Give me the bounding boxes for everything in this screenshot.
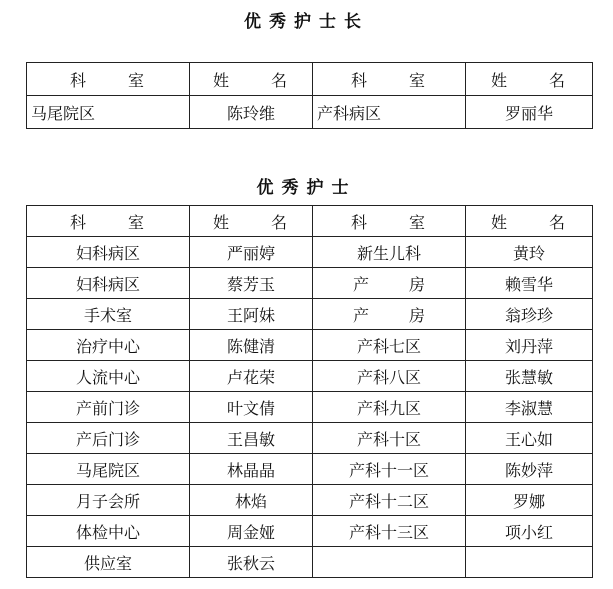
table-header-row (27, 63, 593, 96)
department-cell: 马尾院区 (27, 96, 190, 129)
name-cell: 严丽婷 (190, 237, 313, 268)
department-cell: 供应室 (27, 547, 190, 578)
name-cell: 陈妙萍 (466, 454, 593, 485)
department-cell: 人流中心 (27, 361, 190, 392)
department-cell: 产科九区 (313, 392, 466, 423)
table-row (27, 547, 593, 578)
department-cell: 妇科病区 (27, 268, 190, 299)
department-cell: 产前门诊 (27, 392, 190, 423)
name-cell: 陈玲维 (190, 96, 313, 129)
name-cell: 李淑慧 (466, 392, 593, 423)
department-cell: 产 房 (313, 299, 466, 330)
table-row (27, 392, 593, 423)
table-row (27, 299, 593, 330)
table-row (27, 330, 593, 361)
name-cell: 罗丽华 (466, 96, 593, 129)
table-header-row (27, 206, 593, 237)
name-cell: 王心如 (466, 423, 593, 454)
department-cell: 产科十区 (313, 423, 466, 454)
name-cell: 王昌敏 (190, 423, 313, 454)
department-cell: 马尾院区 (27, 454, 190, 485)
name-cell: 林焰 (190, 485, 313, 516)
header-department: 科 室 (27, 63, 190, 96)
name-cell: 刘丹萍 (466, 330, 593, 361)
table-row (27, 423, 593, 454)
head-nurse-table (26, 62, 593, 129)
table-row (27, 96, 593, 129)
nurse-title: 优秀护士 (256, 178, 357, 198)
name-cell: 张慧敏 (466, 361, 593, 392)
header-name: 姓 名 (466, 63, 593, 96)
table-row (27, 454, 593, 485)
department-cell: 产科十二区 (313, 485, 466, 516)
department-cell: 月子会所 (27, 485, 190, 516)
table-row (27, 485, 593, 516)
header-name: 姓 名 (190, 206, 313, 237)
name-cell: 黄玲 (466, 237, 593, 268)
header-department: 科 室 (27, 206, 190, 237)
department-cell: 产科七区 (313, 330, 466, 361)
department-cell: 产科八区 (313, 361, 466, 392)
name-cell: 林晶晶 (190, 454, 313, 485)
nurse-table (26, 205, 593, 578)
name-cell: 周金娅 (190, 516, 313, 547)
department-cell: 产科病区 (313, 96, 466, 129)
name-cell: 项小红 (466, 516, 593, 547)
head-nurse-title: 优秀护士长 (244, 12, 369, 32)
department-cell: 体检中心 (27, 516, 190, 547)
name-cell: 王阿妹 (190, 299, 313, 330)
table-row (27, 361, 593, 392)
table-row (27, 516, 593, 547)
name-cell: 赖雪华 (466, 268, 593, 299)
name-cell (466, 547, 593, 578)
department-cell: 产科十三区 (313, 516, 466, 547)
department-cell: 产科十一区 (313, 454, 466, 485)
header-name: 姓 名 (190, 63, 313, 96)
department-cell: 产后门诊 (27, 423, 190, 454)
department-cell: 妇科病区 (27, 237, 190, 268)
department-cell: 新生儿科 (313, 237, 466, 268)
header-department: 科 室 (313, 206, 466, 237)
department-cell: 产 房 (313, 268, 466, 299)
name-cell: 张秋云 (190, 547, 313, 578)
department-cell (313, 547, 466, 578)
table-row (27, 237, 593, 268)
department-cell: 治疗中心 (27, 330, 190, 361)
name-cell: 陈健清 (190, 330, 313, 361)
name-cell: 叶文倩 (190, 392, 313, 423)
name-cell: 罗娜 (466, 485, 593, 516)
header-name: 姓 名 (466, 206, 593, 237)
header-department: 科 室 (313, 63, 466, 96)
name-cell: 蔡芳玉 (190, 268, 313, 299)
department-cell: 手术室 (27, 299, 190, 330)
name-cell: 翁珍珍 (466, 299, 593, 330)
table-row (27, 268, 593, 299)
name-cell: 卢花荣 (190, 361, 313, 392)
